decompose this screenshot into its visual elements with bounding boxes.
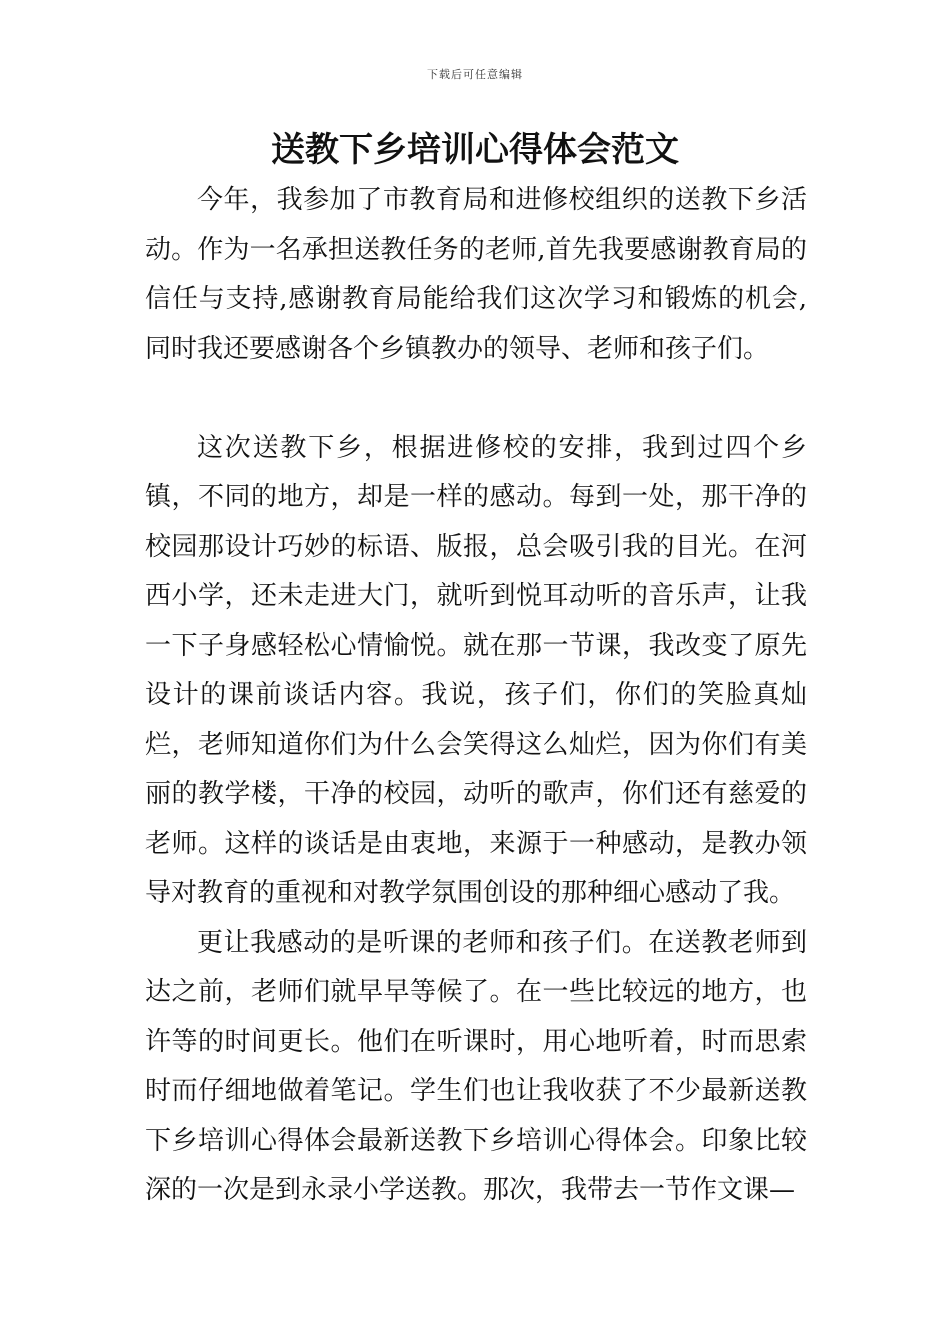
document-body	[145, 176, 807, 1216]
paragraph-1: 今年，我参加了市教育局和进修校组织的送教下乡活动。作为一名承担送教任务的老师,首先我要感谢教育局的信任与支持,感谢教育局能给我们这次学习和锻炼的机会,同时我还要感谢各个乡镇教办的领导、老师和孩子们。	[145, 185, 807, 364]
document-title: 送教下乡培训心得体会范文	[271, 130, 679, 170]
page-header-note: 下载后可任意编辑	[427, 68, 523, 81]
paragraph-spacer	[145, 374, 807, 424]
paragraph-2: 这次送教下乡，根据进修校的安排，我到过四个乡镇，不同的地方，却是一样的感动。每到一处，那干净的校园那设计巧妙的标语、版报，总会吸引我的目光。在河西小学，还未走进大门，就听到悦耳动听的音乐声，让我一下子身感轻松心情愉悦。就在那一节课，我改变了原先设计的课前谈话内容。我说，孩子们，你们的笑脸真灿烂，老师知道你们为什么会笑得这么灿烂，因为你们有美丽的教学楼，干净的校园，动听的歌声，你们还有慈爱的老师。这样的谈话是由衷地，来源于一种感动，是教办领导对教育的重视和对教学氛围创设的那种细心感动了我。	[145, 432, 807, 908]
paragraph-3: 更让我感动的是听课的老师和孩子们。在送教老师到达之前，老师们就早早等候了。在一些比较远的地方，也许等的时间更长。他们在听课时，用心地听着，时而思索时而仔细地做着笔记。学生们也让我收获了不少最新送教下乡培训心得体会最新送教下乡培训心得体会。印象比较深的一次是到永录小学送教。那次，我带去一节作文课—	[145, 927, 807, 1205]
